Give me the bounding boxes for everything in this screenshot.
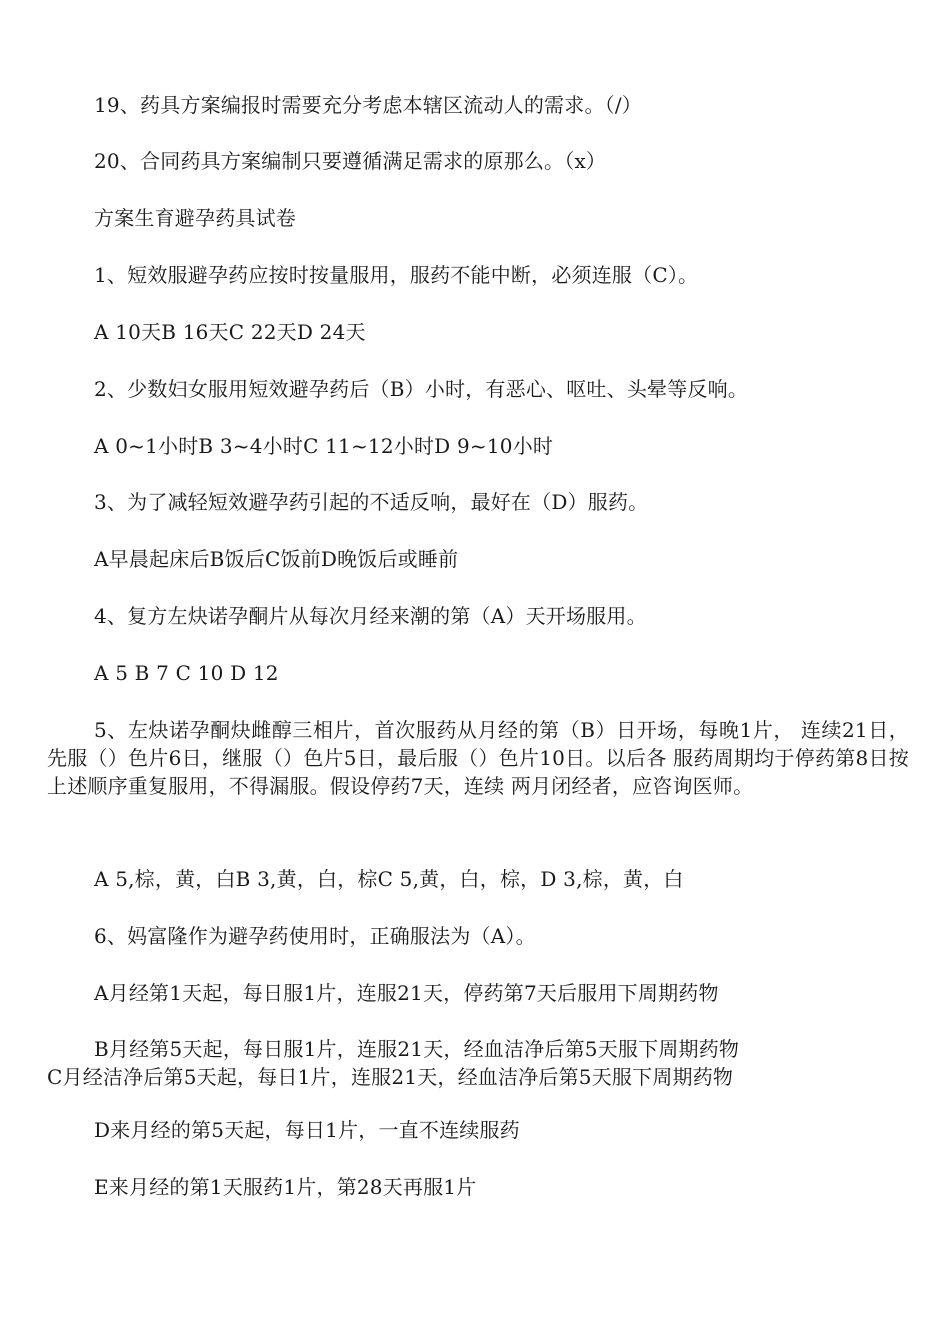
question-1-options: A 10天B 16天C 22天D 24天 (94, 320, 366, 344)
question-2: 2、少数妇女服用短效避孕药后（B）小时，有恶心、呕吐、头晕等反响。 (94, 377, 749, 401)
question-20: 20、合同药具方案编制只要遵循满足需求的原那么。（x） (94, 149, 607, 173)
question-6-option-b: B月经第5天起，每日服1片，连服21天，经血洁净后第5天服下周期药物 (94, 1037, 740, 1061)
question-3: 3、为了减轻短效避孕药引起的不适反响，最好在（D）服药。 (94, 490, 649, 514)
question-6-option-c: C月经洁净后第5天起，每日1片，连服21天，经血洁净后第5天服下周期药物 (47, 1065, 734, 1089)
question-4-options: A 5 B 7 C 10 D 12 (94, 661, 279, 685)
question-19: 19、药具方案编报时需要充分考虑本辖区流动人的需求。（/） (94, 93, 642, 117)
question-3-options: A早晨起床后B饭后C饭前D晚饭后或睡前 (94, 547, 459, 571)
question-4: 4、复方左炔诺孕酮片从每次月经来潮的第（A）天开场服用。 (94, 604, 647, 628)
question-6: 6、妈富隆作为避孕药使用时，正确服法为（A）。 (94, 924, 536, 948)
question-5: 5、左炔诺孕酮炔雌醇三相片，首次服药从月经的第（B）日开场，每晚1片， 连续21日，先服（）色片6日，继服（）色片5日，最后服（）色片10日。以后各 服药周期均于停药第8日按上述顺序重复服用，不得漏服。假设停药7天，连续 两月闭经者，应咨询医师。 (47, 718, 909, 798)
question-5-options: A 5,棕，黄，白B 3,黄，白，棕C 5,黄，白，棕，D 3,棕，黄，白 (94, 867, 684, 891)
question-6-option-d: D来月经的第5天起，每日1片，一直不连续服药 (94, 1118, 520, 1142)
question-6-option-a: A月经第1天起，每日服1片，连服21天，停药第7天后服用下周期药物 (94, 981, 719, 1005)
question-6-option-e: E来月经的第1天服药1片，第28天再服1片 (94, 1175, 477, 1199)
section-title: 方案生育避孕药具试卷 (94, 206, 296, 230)
question-1: 1、短效服避孕药应按时按量服用，服药不能中断，必须连服（C）。 (94, 263, 699, 287)
question-2-options: A 0~1小时B 3~4小时C 11~12小时D 9~10小时 (94, 434, 554, 458)
